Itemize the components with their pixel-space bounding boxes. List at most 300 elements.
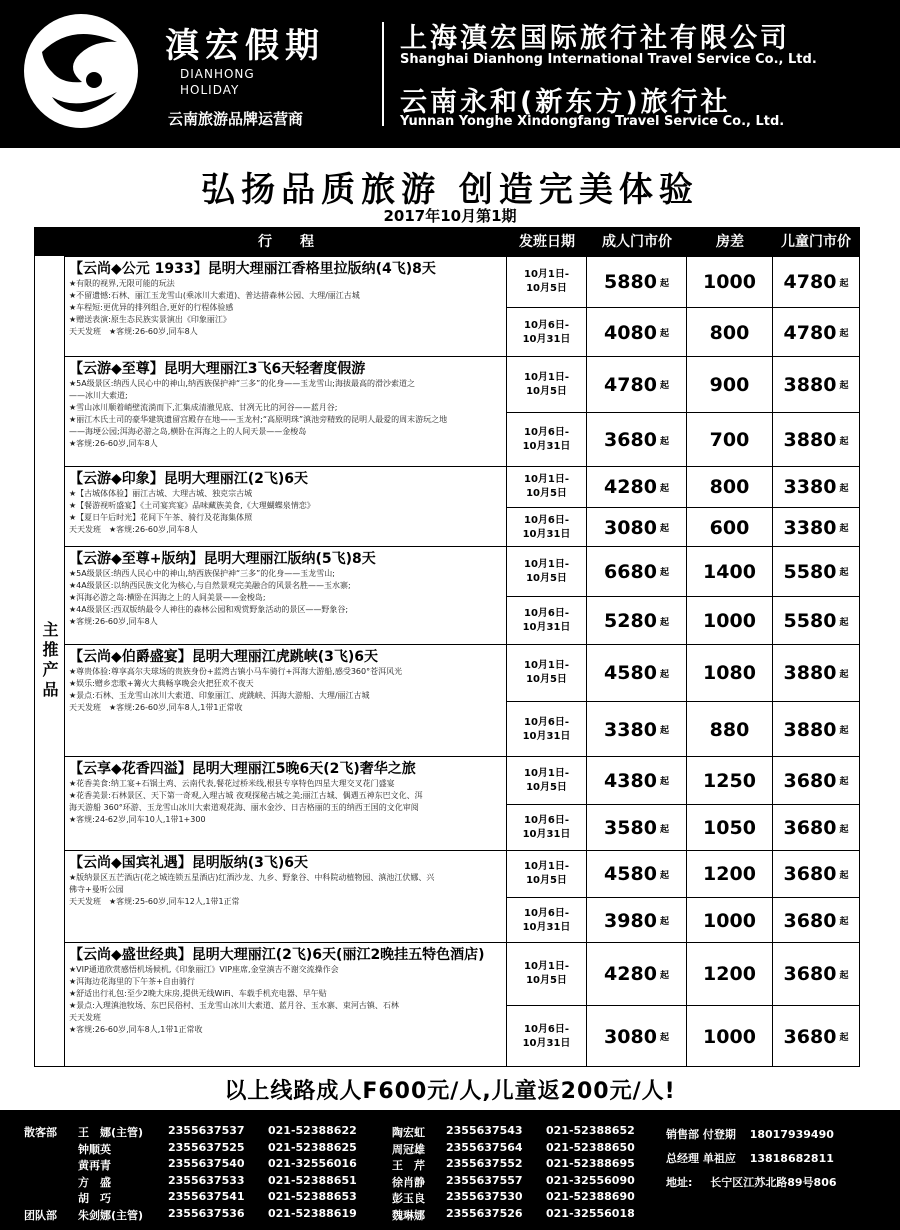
- date-start: 10月1日-: [523, 861, 570, 872]
- table-header: [35, 228, 859, 256]
- date-start: 10月6日-: [523, 1023, 570, 1035]
- adult-price: [587, 308, 687, 357]
- room-diff: 1200: [687, 943, 773, 1005]
- header: [0, 0, 900, 148]
- price-suffix: 起: [839, 329, 849, 339]
- departure-date: [507, 757, 587, 804]
- price-suffix: 起: [839, 436, 849, 447]
- route-detail: ★洱海必游之岛:横卧在洱海之上的人间美景——金梭岛;: [69, 593, 266, 602]
- route-detail: ★客规:26-60岁,同车8人,1带1正常收: [69, 1025, 203, 1034]
- header-adult-price: 成人门市价: [602, 234, 672, 250]
- child-price: [773, 413, 859, 467]
- date-end: 10月31日: [522, 1037, 571, 1049]
- route-detail: ★有限的视界,无限可能的玩法: [69, 279, 175, 288]
- child-price-value: 3680: [783, 817, 837, 839]
- adult-price: [587, 413, 687, 467]
- route-detail: ★客规:26-60岁,同车8人: [69, 617, 158, 626]
- price-row: [507, 507, 859, 547]
- contact-tel: 021-52388619: [268, 1206, 357, 1220]
- child-price-value: 3880: [783, 429, 837, 451]
- room-diff: 800: [687, 308, 773, 357]
- adult-price: [587, 645, 687, 701]
- route-detail: ★洱海边花海里的下午茶+自由骑行: [69, 977, 195, 986]
- child-price-value: 3380: [783, 476, 837, 498]
- date-start: 10月6日-: [523, 319, 570, 331]
- child-price: [773, 597, 859, 645]
- price-row: [507, 701, 859, 757]
- departure-date: [507, 851, 587, 897]
- departure-date: [507, 508, 587, 547]
- price-row: [507, 1005, 859, 1067]
- route-detail: ★5A级景区:纳西人民心中的神山,纳西族保护神“三多”的化身——玉龙雪山;海拔最高的滑沙索道之: [69, 379, 415, 388]
- contact-name: 黄再青: [78, 1159, 111, 1172]
- date-end: 10月5日: [526, 283, 567, 294]
- date-end: 10月5日: [526, 488, 567, 499]
- date-end: 10月31日: [522, 730, 571, 742]
- contact-tel: 021-52388651: [268, 1173, 357, 1187]
- child-price: [773, 851, 859, 897]
- price-suffix: 起: [659, 917, 669, 927]
- departure-date: [507, 547, 587, 596]
- departure-date: [507, 1006, 587, 1067]
- contact-phone: 2355637536: [168, 1206, 245, 1220]
- route-title: 【云尚◆伯爵盛宴】昆明大理丽江虎跳峡(3飞)6天: [69, 649, 379, 665]
- side-label-text: 主推产品: [40, 621, 59, 701]
- contact-tel: 021-52388690: [546, 1190, 635, 1203]
- adult-price-value: 5880: [604, 271, 657, 293]
- price-row: [507, 596, 859, 645]
- adult-price: [587, 943, 687, 1005]
- adult-price-value: 4780: [604, 373, 657, 396]
- adult-price: [587, 357, 687, 412]
- adult-price-value: 3980: [604, 909, 657, 932]
- child-price-value: 5580: [783, 610, 837, 632]
- adult-price: [587, 898, 687, 943]
- contact-tel: 021-52388625: [268, 1140, 357, 1154]
- adult-price: [587, 597, 687, 645]
- contact-phone: 2355637543: [446, 1124, 523, 1137]
- date-end: 10月5日: [526, 572, 567, 584]
- departure-date: [507, 805, 587, 851]
- date-start: 10月1日-: [523, 961, 570, 972]
- child-price: [773, 547, 859, 596]
- address-label: 地址:: [666, 1176, 693, 1189]
- price-suffix: 起: [659, 483, 669, 494]
- route-itinerary: [65, 757, 507, 850]
- adult-price-value: 3080: [604, 516, 657, 539]
- departure-date: [507, 308, 587, 357]
- adult-price: [587, 851, 687, 897]
- adult-price-value: 4280: [604, 963, 657, 985]
- footer: [0, 1110, 900, 1230]
- date-end: 10月31日: [522, 622, 571, 633]
- price-suffix: 起: [659, 870, 669, 881]
- price-suffix: 起: [659, 524, 669, 534]
- contact-tel: 021-32556018: [546, 1206, 635, 1220]
- adult-price: [587, 702, 687, 757]
- price-suffix: 起: [659, 617, 669, 628]
- route-detail: ★5A级景区:纳西人民心中的神山,纳西族保护神“三多”的化身——玉龙雪山;: [69, 569, 335, 578]
- contact-tel: 021-52388650: [546, 1140, 635, 1154]
- route-title: 【云游◆至尊】昆明大理丽江3飞6天轻奢度假游: [69, 361, 366, 377]
- adult-price-value: 3080: [604, 1025, 657, 1048]
- gm-phone: 13818682811: [749, 1152, 834, 1165]
- route-title: 【云游◆至尊+版纳】昆明大理丽江版纳(5飞)8天: [69, 551, 376, 567]
- date-start: 10月6日-: [523, 427, 570, 438]
- room-diff: 1000: [687, 257, 773, 307]
- departure-date: [507, 413, 587, 467]
- date-end: 10月31日: [522, 829, 571, 840]
- departure-date: [507, 597, 587, 645]
- route-detail: ——冰川大索道;: [69, 391, 128, 400]
- price-suffix: 起: [659, 669, 669, 680]
- date-start: 10月6日-: [523, 815, 570, 826]
- room-diff: 900: [687, 357, 773, 412]
- route-itinerary: [65, 547, 507, 644]
- departure-date: [507, 943, 587, 1005]
- child-price-value: 3880: [783, 662, 837, 684]
- route-itinerary: [65, 467, 507, 546]
- departure-date: [507, 357, 587, 412]
- price-row: [507, 645, 859, 701]
- route-detail: ★舒适出行礼包:至少2晚大床房,提供无线WiFi、车载手机充电器、早午贴: [69, 989, 327, 998]
- date-start: 10月6日-: [523, 716, 570, 728]
- route-detail: ★不留遗憾:石林、丽江玉龙雪山(乘冰川大索道)、普达措森林公园、大理/丽江古城: [69, 291, 360, 300]
- adult-price-value: 3580: [604, 817, 657, 839]
- child-price: [773, 467, 859, 507]
- adult-price-value: 4280: [604, 476, 657, 498]
- departure-date: [507, 467, 587, 507]
- slogan: 弘扬品质旅游 创造完美体验: [201, 170, 699, 210]
- room-diff: 1400: [687, 547, 773, 596]
- route-detail: 天天发班 ★客规:26-60岁,同车8人,1带1正常收: [69, 703, 243, 712]
- contact-tel: 021-52388622: [268, 1124, 357, 1137]
- contact-phone: 2355637537: [168, 1124, 245, 1137]
- route-detail: ★尊贵体验:尊享高尔夫球场的贵族身份+蓝湾古镇小马车骑行+洱海大游船,感受360°苍洱风光: [69, 667, 403, 676]
- side-label: [35, 256, 65, 1066]
- date-end: 10月5日: [526, 975, 567, 986]
- gm-label: 总经理 单祖应: [666, 1152, 736, 1165]
- adult-price: [587, 805, 687, 851]
- date-start: 10月1日-: [523, 558, 570, 570]
- room-diff: 1000: [687, 898, 773, 943]
- adult-price-value: 4580: [604, 662, 657, 684]
- adult-price: [587, 257, 687, 307]
- room-diff: 1080: [687, 645, 773, 701]
- room-diff: 1000: [687, 597, 773, 645]
- route-detail: ★花香美景:石林景区、天下第一奇观,入理古城 夜观探秘古城之美;丽江古城、偶遇五神东巴文化、洱: [69, 791, 423, 800]
- contact-tel: 021-52388695: [546, 1157, 635, 1170]
- contact-tel: 021-32556016: [268, 1157, 357, 1170]
- contact-phone: 2355637541: [168, 1190, 245, 1203]
- price-suffix: 起: [659, 777, 669, 787]
- price-suffix: 起: [659, 726, 669, 736]
- route-detail: 天天发班 ★客规:26-60岁,同车8人: [69, 525, 198, 534]
- price-suffix: 起: [659, 436, 669, 447]
- contact-phone: 2355637540: [168, 1157, 245, 1170]
- company1-name: 上海滇宏国际旅行社有限公司: [400, 23, 790, 54]
- price-suffix: 起: [659, 329, 669, 339]
- header-date: 发班日期: [519, 234, 575, 250]
- route-detail: ★花香美食:纳工宴+石锅土鸡、云南代表,餐花过桥米线,根县专享特色四星大理交叉花门盛宴: [69, 779, 395, 788]
- departure-date: [507, 702, 587, 757]
- price-row: [507, 257, 859, 307]
- date-start: 10月6日-: [523, 608, 570, 619]
- price-suffix: 起: [839, 726, 849, 736]
- route-detail: 海天游船 360°环游、玉龙雪山冰川大索道观花海、丽水金沙、日吉格丽的玉的纳西王国的文化审阅: [69, 803, 419, 812]
- adult-price-value: 3380: [604, 718, 657, 741]
- contact-name: 周冠雄: [392, 1142, 425, 1156]
- sales-contact: [666, 1126, 834, 1142]
- route-itinerary: [65, 257, 507, 356]
- route-detail: ★娱乐:赠乡恋歌+篝火大典畅享晚会火把狂欢不夜天: [69, 679, 254, 688]
- child-price-value: 3380: [783, 516, 837, 539]
- route-detail: 天天发班 ★客规:26-60岁,同车8人: [69, 327, 198, 336]
- price-suffix: 起: [839, 381, 849, 391]
- company1-english: Shanghai Dianhong International Travel Service Co., Ltd.: [400, 52, 817, 67]
- route-row: [65, 756, 859, 850]
- route-detail: 佛寺+曼听公园: [69, 885, 124, 894]
- price-suffix: 起: [839, 617, 849, 628]
- price-suffix: 起: [839, 824, 849, 835]
- departure-date: [507, 645, 587, 701]
- date-end: 10月31日: [522, 921, 571, 933]
- brand-english-line: DIANHONG: [180, 67, 255, 81]
- route-detail: ★车程短:更优异的排列组合,更好的行程体验感: [69, 303, 234, 312]
- header-itinerary: 行 程: [258, 234, 314, 250]
- price-suffix: 起: [659, 278, 669, 289]
- adult-price-value: 4080: [604, 321, 657, 344]
- price-suffix: 起: [659, 970, 669, 981]
- price-suffix: 起: [839, 568, 849, 578]
- brand-name: 滇宏假期: [165, 26, 325, 66]
- child-price: [773, 257, 859, 307]
- route-detail: ★雪山冰川顺着峭壁流淌而下,汇集成清澈见底、甘冽无比的河谷——蓝月谷;: [69, 403, 338, 412]
- adult-price: [587, 547, 687, 596]
- price-row: [507, 897, 859, 943]
- date-end: 10月5日: [526, 674, 567, 685]
- route-row: [65, 356, 859, 466]
- contact-dept: 散客部: [24, 1126, 57, 1139]
- route-title: 【云尚◆盛世经典】昆明大理丽江(2飞)6天(丽江2晚挂五特色酒店): [69, 947, 485, 963]
- route-row: [65, 466, 859, 546]
- route-row: [65, 850, 859, 942]
- contact-name: 彭玉良: [392, 1192, 425, 1205]
- date-start: 10月1日-: [523, 660, 570, 671]
- child-price: [773, 898, 859, 943]
- date-start: 10月6日-: [523, 907, 570, 919]
- room-diff: 600: [687, 508, 773, 547]
- contact-phone: 2355637525: [168, 1140, 245, 1154]
- date-start: 10月6日-: [523, 514, 570, 526]
- child-price-value: 3880: [783, 718, 837, 741]
- route-detail: ★【餐游视听盛宴】《土司宴宾宴》品味藏族美食,《大理蝴蝶泉情恋》: [69, 501, 315, 510]
- contact-tel: 021-32556090: [546, 1173, 635, 1187]
- route-itinerary: [65, 943, 507, 1066]
- company2-english: Yunnan Yonghe Xindongfang Travel Service Co., Ltd.: [400, 114, 785, 129]
- child-price-value: 4780: [783, 271, 837, 293]
- child-price: [773, 508, 859, 547]
- child-price-value: 3680: [783, 769, 837, 792]
- price-row: [507, 757, 859, 804]
- address: [666, 1174, 837, 1190]
- room-diff: 700: [687, 413, 773, 467]
- child-price: [773, 1006, 859, 1067]
- price-row: [507, 547, 859, 596]
- child-price: [773, 357, 859, 412]
- header-child-price: 儿童门市价: [781, 234, 851, 250]
- price-suffix: 起: [839, 1033, 849, 1043]
- route-detail: ★VIP通道欣赏感悟机场候机,《印象丽江》VIP座席,金堂滇吉不谢交流操作会: [69, 965, 339, 974]
- header-room-diff: 房差: [716, 234, 744, 250]
- adult-price-value: 3680: [604, 429, 657, 451]
- price-suffix: 起: [839, 278, 849, 289]
- route-detail: ——海埂公园;洱海必游之岛,横卧在洱海之上的人间天景——金梭岛: [69, 427, 307, 436]
- contact-tel: 021-52388652: [546, 1124, 635, 1137]
- contact-name: 徐肖静: [392, 1175, 425, 1189]
- route-row: [65, 644, 859, 756]
- price-suffix: 起: [839, 777, 849, 787]
- route-itinerary: [65, 357, 507, 466]
- contact-name: 王 芹: [392, 1159, 425, 1172]
- child-price-value: 3680: [783, 963, 837, 985]
- price-suffix: 起: [839, 917, 849, 927]
- company2-name: 云南永和(新东方)旅行社: [400, 87, 731, 118]
- brand-english: [180, 66, 255, 98]
- room-diff: 1000: [687, 1006, 773, 1067]
- price-suffix: 起: [659, 824, 669, 835]
- issue-date: 2017年10月第1期: [383, 207, 517, 225]
- price-suffix: 起: [659, 568, 669, 578]
- price-suffix: 起: [839, 669, 849, 680]
- route-detail: ★丽江木氏土司的豪华建筑遗留宫殿存在地——玉龙村;“高原明珠”滇池旁精致的昆明人最爱的周末游玩之地: [69, 415, 448, 424]
- contact-phone: 2355637526: [446, 1206, 523, 1220]
- price-row: [507, 307, 859, 357]
- child-price-value: 3880: [783, 373, 837, 396]
- adult-price-value: 4380: [604, 769, 657, 792]
- child-price-value: 5580: [783, 560, 837, 583]
- departure-date: [507, 257, 587, 307]
- price-suffix: 起: [839, 483, 849, 494]
- route-title: 【云尚◆公元 1933】昆明大理丽江香格里拉版纳(4飞)8天: [69, 261, 436, 277]
- route-detail: ★景点:入理滇池牧场、东巴民俗村、玉龙雪山冰川大索道、蓝月谷、玉水寨、束河古镇、石林: [69, 1001, 399, 1010]
- route-detail: 天天发班: [69, 1013, 101, 1022]
- child-price: [773, 943, 859, 1005]
- contact-name: 方 盛: [78, 1175, 111, 1189]
- brand-tagline: 云南旅游品牌运营商: [168, 110, 304, 128]
- room-diff: 1200: [687, 851, 773, 897]
- contact-name: 钟顺英: [78, 1142, 111, 1156]
- price-row: [507, 804, 859, 851]
- child-price-value: 3680: [783, 909, 837, 932]
- address-text: 长宁区江苏北路89号806: [710, 1176, 837, 1189]
- adult-price: [587, 757, 687, 804]
- logo-icon: [22, 12, 140, 130]
- price-table: [34, 227, 860, 1067]
- price-row: [507, 851, 859, 897]
- contact-phone: 2355637533: [168, 1173, 245, 1187]
- child-price-value: 3680: [783, 863, 837, 885]
- adult-price-value: 4580: [604, 863, 657, 885]
- price-row: [507, 357, 859, 412]
- child-price: [773, 805, 859, 851]
- date-start: 10月1日-: [523, 371, 570, 383]
- route-detail: 天天发班 ★客规:25-60岁,同车12人,1带1正常: [69, 897, 240, 906]
- sales-phone: 18017939490: [749, 1128, 834, 1141]
- divider: [382, 22, 384, 126]
- date-end: 10月31日: [522, 333, 571, 345]
- gm-contact: [666, 1150, 834, 1166]
- route-title: 【云享◆花香四溢】昆明大理丽江5晚6天(2飞)奢华之旅: [69, 761, 416, 777]
- price-suffix: 起: [659, 1033, 669, 1043]
- route-detail: ★赠送表演:原生态民族实景演出《印象丽江》: [69, 315, 231, 324]
- child-price-value: 3680: [783, 1025, 837, 1048]
- route-itinerary: [65, 851, 507, 942]
- price-row: [507, 467, 859, 507]
- sales-label: 销售部 付登期: [666, 1128, 736, 1141]
- date-start: 10月1日-: [523, 269, 570, 280]
- adult-price: [587, 1006, 687, 1067]
- route-detail: ★4A级景区:以纳西民族文化为核心,与自然景观完美融合的风景名胜——玉水寨;: [69, 581, 351, 590]
- route-title: 【云尚◆国宾礼遇】昆明版纳(3飞)6天: [69, 855, 309, 871]
- price-suffix: 起: [659, 381, 669, 391]
- route-row: [65, 256, 859, 356]
- route-detail: ★【古城体体验】丽江古城、大理古城、独克宗古城: [69, 489, 253, 498]
- contact-name: 胡 巧: [78, 1192, 111, 1205]
- route-row: [65, 546, 859, 644]
- brand-english-line: HOLIDAY: [180, 83, 240, 97]
- date-start: 10月1日-: [523, 474, 570, 485]
- contact-name: 陶宏虹: [392, 1126, 425, 1139]
- price-suffix: 起: [839, 970, 849, 981]
- contact-phone: 2355637552: [446, 1157, 523, 1170]
- price-suffix: 起: [839, 524, 849, 534]
- route-detail: ★【夏日午后时光】花间下午茶、骑行及花海集体照: [69, 513, 253, 522]
- room-diff: 800: [687, 467, 773, 507]
- date-end: 10月31日: [522, 528, 571, 540]
- child-price: [773, 702, 859, 757]
- contact-name: 魏琳娜: [392, 1208, 425, 1222]
- route-title: 【云游◆印象】昆明大理丽江(2飞)6天: [69, 471, 309, 487]
- date-end: 10月5日: [526, 875, 567, 886]
- contact-phone: 2355637557: [446, 1173, 523, 1187]
- route-detail: ★客规:26-60岁,同车8人: [69, 439, 158, 448]
- contact-phone: 2355637564: [446, 1140, 523, 1154]
- date-end: 10月5日: [526, 385, 567, 397]
- price-row: [507, 412, 859, 467]
- route-detail: ★版纳景区五芒酒店(花之城连锁五星酒店)红酒沙龙、九乡、野象谷、中科院动植物园、滇池江伏娜、兴: [69, 873, 435, 882]
- adult-price: [587, 467, 687, 507]
- child-price-value: 4780: [783, 321, 837, 344]
- contact-phone: 2355637530: [446, 1190, 523, 1203]
- date-end: 10月31日: [522, 441, 571, 452]
- child-price: [773, 645, 859, 701]
- promo-notice: 以上线路成人F600元/人,儿童返200元/人!: [224, 1079, 676, 1104]
- date-start: 10月1日-: [523, 767, 570, 779]
- route-row: [65, 942, 859, 1066]
- child-price: [773, 757, 859, 804]
- room-diff: 880: [687, 702, 773, 757]
- adult-price-value: 6680: [604, 560, 657, 583]
- room-diff: 1050: [687, 805, 773, 851]
- route-detail: ★客规:24-62岁,同车10人,1带1+300: [69, 815, 206, 824]
- price-row: [507, 943, 859, 1005]
- route-itinerary: [65, 645, 507, 756]
- route-detail: ★景点:石林、玉龙雪山冰川大索道、印象丽江、虎跳峡、洱海大游船、大理/丽江古城: [69, 691, 370, 700]
- child-price: [773, 308, 859, 357]
- departure-date: [507, 898, 587, 943]
- adult-price-value: 5280: [604, 610, 657, 632]
